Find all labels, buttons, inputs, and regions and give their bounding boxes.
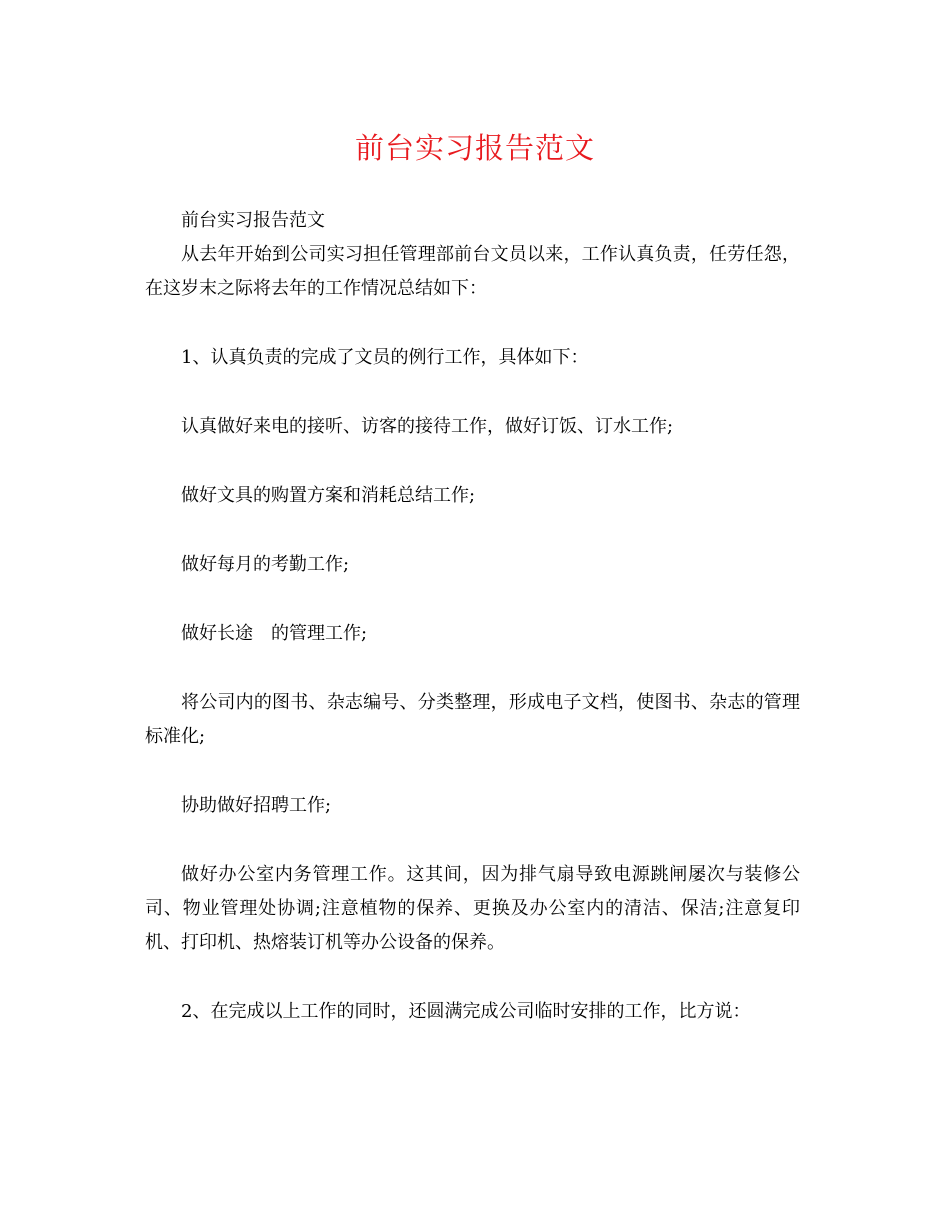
paragraph-item: 将公司内的图书、杂志编号、分类整理，形成电子文档，使图书、杂志的管理标准化; <box>145 692 800 747</box>
document-title: 前台实习报告范文 <box>354 131 595 165</box>
paragraph-gap <box>145 306 800 341</box>
paragraph-item: 做好文具的购置方案和消耗总结工作; <box>181 485 476 506</box>
paragraph-section-1: 1、认真负责的完成了文员的例行工作，具体如下： <box>181 347 589 368</box>
paragraph-gap <box>145 651 800 686</box>
paragraph-intro: 从去年开始到公司实习担任管理部前台文员以来，工作认真负责，任劳任怨，在这岁末之际将去年的工作情况总结如下： <box>145 244 800 299</box>
paragraph-item: 做好每月的考勤工作; <box>181 554 350 575</box>
paragraph-gap <box>145 513 800 548</box>
paragraph-gap <box>145 960 800 995</box>
paragraph-gap <box>145 582 800 617</box>
paragraph-item: 认真做好来电的接听、访客的接待工作，做好订饭、订水工作; <box>181 416 674 437</box>
paragraph-subtitle: 前台实习报告范文 <box>181 210 325 231</box>
paragraph-section-2: 2、在完成以上工作的同时，还圆满完成公司临时安排的工作，比方说： <box>181 1001 751 1022</box>
paragraph-item: 做好长途 的管理工作; <box>181 623 368 644</box>
paragraph-item: 做好办公室内务管理工作。这其间，因为排气扇导致电源跳闸屡次与装修公司、物业管理处协调;注意植物的保养、更换及办公室内的清洁、保洁;注意复印机、打印机、热熔装订机等办公设备的保养。 <box>145 864 800 953</box>
paragraph-gap <box>145 823 800 858</box>
paragraph-gap <box>145 754 800 789</box>
paragraph-item: 协助做好招聘工作; <box>181 795 332 816</box>
paragraph-gap <box>145 375 800 410</box>
document-body <box>145 204 800 1029</box>
paragraph-gap <box>145 444 800 479</box>
